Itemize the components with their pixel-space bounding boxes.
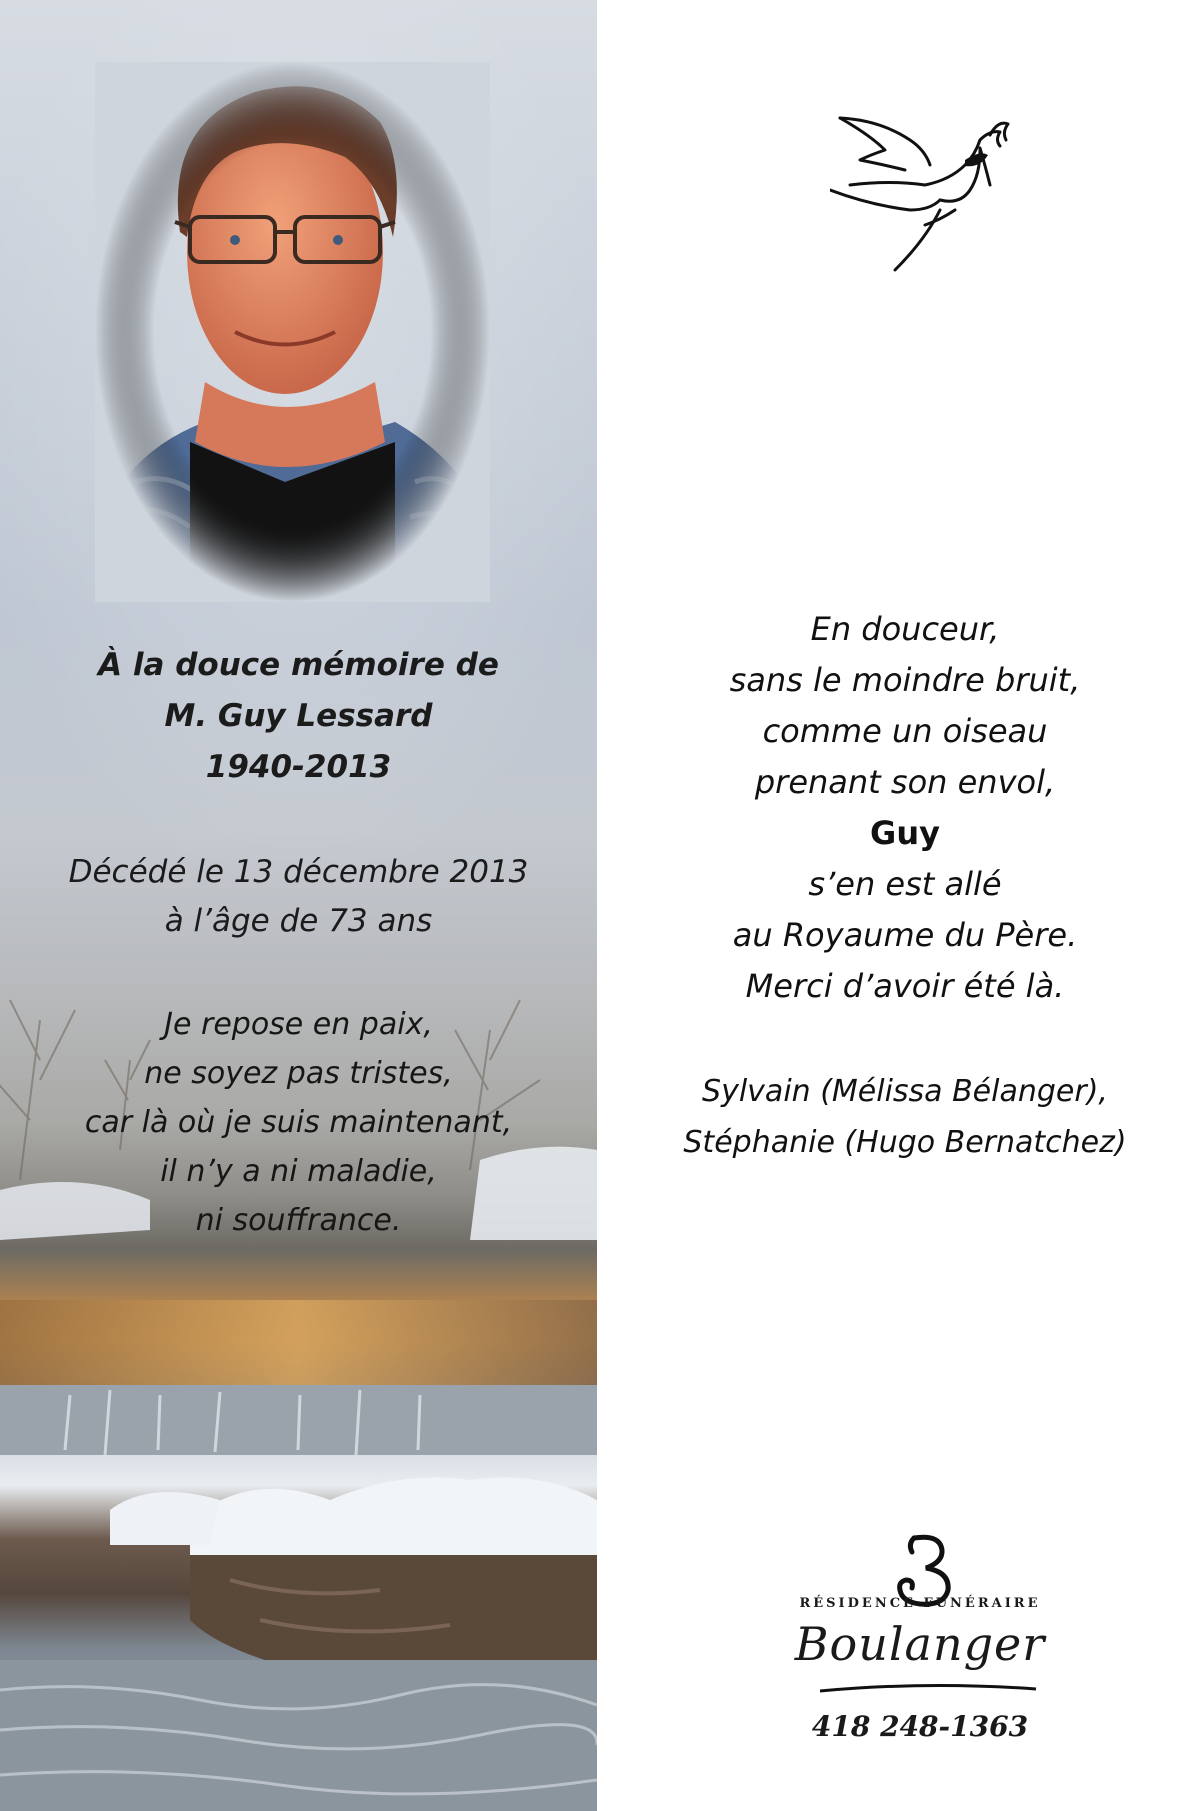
poem-line: sans le moindre bruit, xyxy=(729,661,1081,699)
poem-line: prenant son envol, xyxy=(754,763,1056,801)
poem-line: au Royaume du Père. xyxy=(732,916,1078,954)
poem-line: ne soyez pas tristes, xyxy=(144,1056,453,1091)
memorial-title xyxy=(0,640,597,793)
family-names xyxy=(610,1066,1200,1168)
death-date: Décédé le 13 décembre 2013 xyxy=(68,854,529,890)
poem-line: s’en est allé xyxy=(808,865,1002,903)
life-dates: 1940-2013 xyxy=(205,749,392,785)
age-at-death: à l’âge de 73 ans xyxy=(164,903,433,939)
brand-name: Boulanger xyxy=(794,1617,1046,1671)
poem-line: Je repose en paix, xyxy=(164,1007,433,1042)
right-poem xyxy=(610,604,1200,1012)
poem-line: car là où je suis maintenant, xyxy=(84,1105,513,1140)
family-line: Sylvain (Mélissa Bélanger), xyxy=(702,1074,1108,1109)
poem-line: ni souffrance. xyxy=(195,1203,402,1238)
poem-line: Merci d’avoir été là. xyxy=(745,967,1065,1005)
poem-name: Guy xyxy=(870,814,940,852)
portrait-photo xyxy=(95,62,490,602)
family-line: Stéphanie (Hugo Bernatchez) xyxy=(683,1125,1127,1160)
dove-icon xyxy=(830,110,1010,280)
memorial-title-line: À la douce mémoire de xyxy=(98,647,499,683)
phone-number: 418 248-1363 xyxy=(811,1710,1029,1743)
left-poem xyxy=(0,1000,597,1245)
poem-line: comme un oiseau xyxy=(762,712,1048,750)
poem-line: il n’y a ni maladie, xyxy=(160,1154,437,1189)
residence-label: RÉSIDENCE FUNÉRAIRE xyxy=(799,1596,1041,1611)
deceased-name: M. Guy Lessard xyxy=(164,698,433,734)
brand-underline xyxy=(818,1681,1038,1695)
poem-line: En douceur, xyxy=(810,610,1000,648)
death-info xyxy=(0,848,597,946)
memorial-panel xyxy=(0,0,597,1811)
